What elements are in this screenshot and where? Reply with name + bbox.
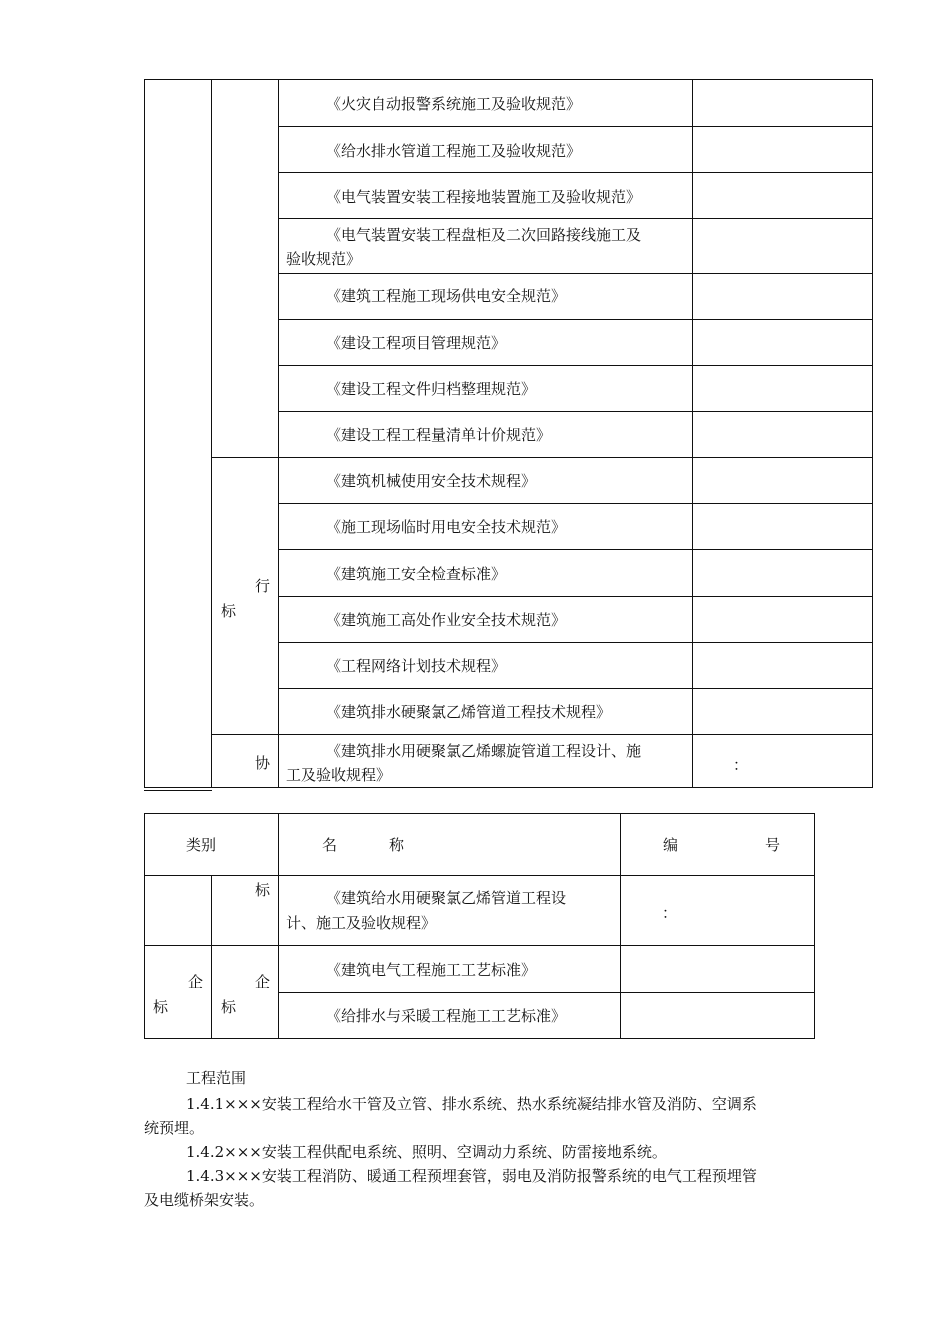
- number-value: ：: [662, 904, 678, 922]
- row-divider: [211, 734, 873, 735]
- scope-paragraph: 统预埋。: [144, 1119, 205, 1137]
- table2-col-divider: [620, 813, 621, 1039]
- header-number: 号: [765, 836, 781, 854]
- row-divider: [278, 365, 873, 366]
- standard-name: 《建筑施工高处作业安全技术规范》: [326, 611, 567, 629]
- standard-name: 《建设工程工程量清单计价规范》: [326, 426, 552, 444]
- scope-paragraph: 1.4.3×××安装工程消防、暖通工程预埋套管，弱电及消防报警系统的电气工程预埋管: [186, 1167, 757, 1185]
- section-heading: 工程范围: [186, 1069, 247, 1087]
- row-divider: [278, 319, 873, 320]
- standard-name: 工及验收规程》: [286, 766, 392, 784]
- standard-name: 《建筑施工安全检查标准》: [326, 565, 507, 583]
- row-divider: [144, 945, 815, 946]
- standard-name: 《电气装置安装工程盘柜及二次回路接线施工及: [326, 226, 642, 244]
- standard-name: 《建筑排水用硬聚氯乙烯螺旋管道工程设计、施: [326, 742, 642, 760]
- header-name: 名: [322, 836, 338, 854]
- row-divider: [278, 992, 815, 993]
- header-category: 类别: [186, 836, 217, 854]
- row-divider: [278, 126, 873, 127]
- table1-col-divider: [211, 79, 212, 788]
- table1-col-divider: [278, 79, 279, 788]
- standard-name: 《工程网络计划技术规程》: [326, 657, 507, 675]
- standard-name: 《建筑电气工程施工工艺标准》: [326, 961, 537, 979]
- table2-col-divider: [211, 875, 212, 1039]
- table1-col-divider: [692, 79, 693, 788]
- standard-name: 《建筑工程施工现场供电安全规范》: [326, 287, 567, 305]
- category-label: 标: [221, 602, 237, 620]
- standard-name: 《建设工程项目管理规范》: [326, 334, 507, 352]
- category-label: 企: [255, 973, 271, 991]
- standard-name: 《施工现场临时用电安全技术规范》: [326, 518, 567, 536]
- category-label: 标: [221, 998, 237, 1016]
- row-divider: [144, 875, 815, 876]
- row-divider: [278, 596, 873, 597]
- scope-paragraph: 1.4.2×××安装工程供配电系统、照明、空调动力系统、防雷接地系统。: [186, 1143, 667, 1161]
- row-divider: [278, 218, 873, 219]
- row-divider: [278, 503, 873, 504]
- header-number: 编: [663, 836, 679, 854]
- standard-name: 《火灾自动报警系统施工及验收规范》: [326, 95, 582, 113]
- row-divider: [278, 549, 873, 550]
- standard-name: 计、施工及验收规程》: [286, 914, 437, 932]
- category-label: 标: [255, 881, 271, 899]
- standard-name: 《建筑排水硬聚氯乙烯管道工程技术规程》: [326, 703, 612, 721]
- number-value: ：: [733, 756, 749, 774]
- row-divider: [278, 642, 873, 643]
- row-divider: [278, 273, 873, 274]
- row-divider: [278, 172, 873, 173]
- row-divider: [278, 688, 873, 689]
- standard-name: 《建筑给水用硬聚氯乙烯管道工程设: [326, 889, 567, 907]
- row-divider: [211, 457, 873, 458]
- standard-name: 《给水排水管道工程施工及验收规范》: [326, 142, 582, 160]
- standard-name: 《建设工程文件归档整理规范》: [326, 380, 537, 398]
- standard-name: 《电气装置安装工程接地装置施工及验收规范》: [326, 188, 642, 206]
- table2-col-divider: [278, 813, 279, 1039]
- standard-name: 《给排水与采暖工程施工工艺标准》: [326, 1007, 567, 1025]
- standard-name: 验收规范》: [286, 250, 362, 268]
- standard-name: 《建筑机械使用安全技术规程》: [326, 472, 537, 490]
- header-name: 称: [389, 836, 405, 854]
- category-label: 标: [153, 998, 169, 1016]
- table1-bottom-rule: [144, 790, 212, 791]
- category-label: 行: [255, 577, 271, 595]
- category-label: 企: [188, 973, 204, 991]
- scope-paragraph: 及电缆桥架安装。: [144, 1191, 265, 1209]
- scope-paragraph: 1.4.1×××安装工程给水干管及立管、排水系统、热水系统凝结排水管及消防、空调系: [186, 1095, 757, 1113]
- category-label: 协: [255, 754, 271, 772]
- row-divider: [278, 411, 873, 412]
